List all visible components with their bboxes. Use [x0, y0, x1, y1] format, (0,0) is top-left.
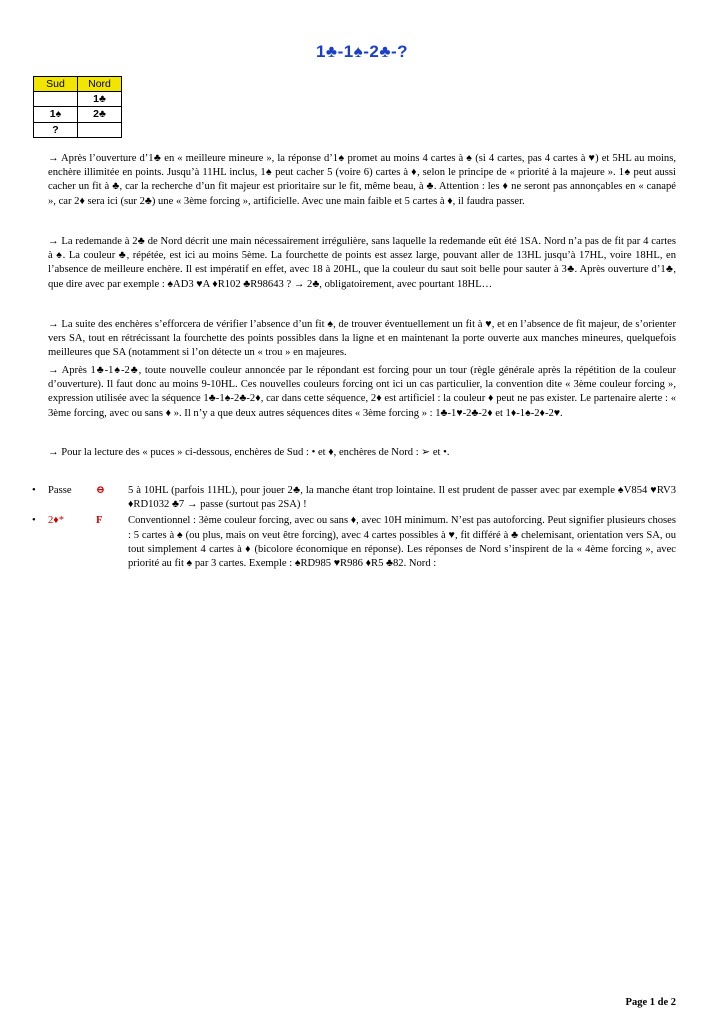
- page-number: Page 1 de 2: [625, 997, 676, 1008]
- paragraph-4: → Après 1♣-1♠-2♣, toute nouvelle couleur annoncée par le répondant est forcing pour un tour (règle générale après la répétition de la couleur d’ouverture). Il faut donc au moins 9-10HL. Ces nouvelles couleurs forcing ont ici un cas particulier, la convention dite « 3ème couleur forcing », expression utilisée avec la séquence 1♣-1♠-2♣-2♦, car dans cette séquence, 2♦ est artificiel : la couleur ♦ peut ne pas exister. Le partenaire alerte : « 3ème forcing, avec ou sans ♦ ». Il n’y a que deux autres séquences dites « 3ème forcing » : 1♣-1♥-2♣-2♦ et 1♦-1♠-2♦-2♥.: [48, 365, 676, 419]
- cell: ?: [34, 122, 78, 137]
- cell: 2♣: [78, 107, 122, 122]
- cell: 1♠: [34, 107, 78, 122]
- list-item: [32, 484, 676, 512]
- page-title: 1♣-1♠-2♣-?: [315, 42, 409, 61]
- bid-list: [32, 484, 676, 571]
- bullet: •: [32, 485, 36, 496]
- col-nord: Nord: [78, 77, 122, 92]
- symbol: F: [96, 515, 103, 527]
- cell: [34, 92, 78, 107]
- bid: 2♦*: [48, 515, 64, 527]
- bullet: •: [32, 515, 36, 527]
- col-sud: Sud: [34, 77, 78, 92]
- paragraph-3: → La suite des enchères s’efforcera de vérifier l’absence d’un fit ♠, de trouver éventuellement un fit à ♥, et en l’absence de fit majeur, de s’orienter vers SA, tout en rétrécissant la fourchette des points possibles dans la ligne et en maintenant la porte ouverte aux manches mineures, quelquefois meilleures que SA (notamment si l’on détecte un « trou » en majeures.: [48, 319, 676, 359]
- bid-text: Conventionnel : 3ème couleur forcing, avec ou sans ♦, avec 10H minimum. N’est pas autoforcing. Peut signifier plusieurs choses : 5 cartes à ♠ (ou plus, mais on veut être forcing), avec 4 cartes possibles à ♥, fit différé à ♣ chelemisant, orientation vers SA, ou tout simplement 4 cartes à ♦ (bicolore économique en réponse). Les réponses de Nord s’inspirent de la « 4ème forcing », avec priorité au fit ♠ par 3 cartes. Exemple : ♠RD985 ♥R986 ♦R5 ♣82. Nord :: [128, 515, 676, 570]
- cell: [78, 122, 122, 137]
- cell: 1♣: [78, 92, 122, 107]
- paragraph-5: → Pour la lecture des « puces » ci-dessous, enchères de Sud : • et ♦, enchères de Nord : ➢ et •.: [48, 447, 450, 458]
- bid-text: 5 à 10HL (parfois 11HL), pour jouer 2♣, la manche étant trop lointaine. Il est prudent de passer avec par exemple ♠V854 ♥RV3 ♦RD1032 ♣7 → passe (surtout pas 2SA) !: [128, 485, 676, 511]
- paragraph-2: → La redemande à 2♣ de Nord décrit une main nécessairement irrégulière, sans laquelle la redemande eût été 1SA. Nord n’a pas de fit par 4 cartes à ♠. La couleur ♣, répétée, est ici au moins 5ème. La fourchette de points est assez large, pouvant aller de 13HL jusqu’à 17HL, voire 18HL, en l’absence de meilleure enchère. Il est impératif en effet, avec 18 à 20HL, que la couleur du saut soit belle pour sauter à 3♣. Après ouverture d’1♣, que dire avec par exemple : ♠AD3 ♥A ♦R102 ♣R98643 ? → 2♣, obligatoirement, avec pourtant 18HL…: [48, 236, 676, 290]
- list-item: [32, 514, 676, 571]
- bid: Passe: [48, 485, 72, 496]
- bidding-table: [33, 76, 122, 138]
- paragraph-1: → Après l’ouverture d’1♣ en « meilleure mineure », la réponse d’1♠ promet au moins 4 cartes à ♠ (si 4 cartes, pas 4 cartes à ♥) et 5HL au moins, enchère illimitée en points. Jusqu’à 11HL inclus, 1♠ peut cacher 5 (voire 6) cartes à ♦, selon le principe de « priorité à la majeure ». 1♠ peut aussi cacher un fit à ♣, car la recherche d’un fit majeur est prioritaire sur le fit, même beau, à ♣. Attention : les ♦ ne seront pas annonçables en « canapé », car 2♦ sera ici (sur 2♣) une « 3ème forcing », artificielle. Avec une main faible et 5 cartes à ♦, il faudra passer.: [48, 153, 676, 207]
- symbol: ⊖: [96, 485, 105, 496]
